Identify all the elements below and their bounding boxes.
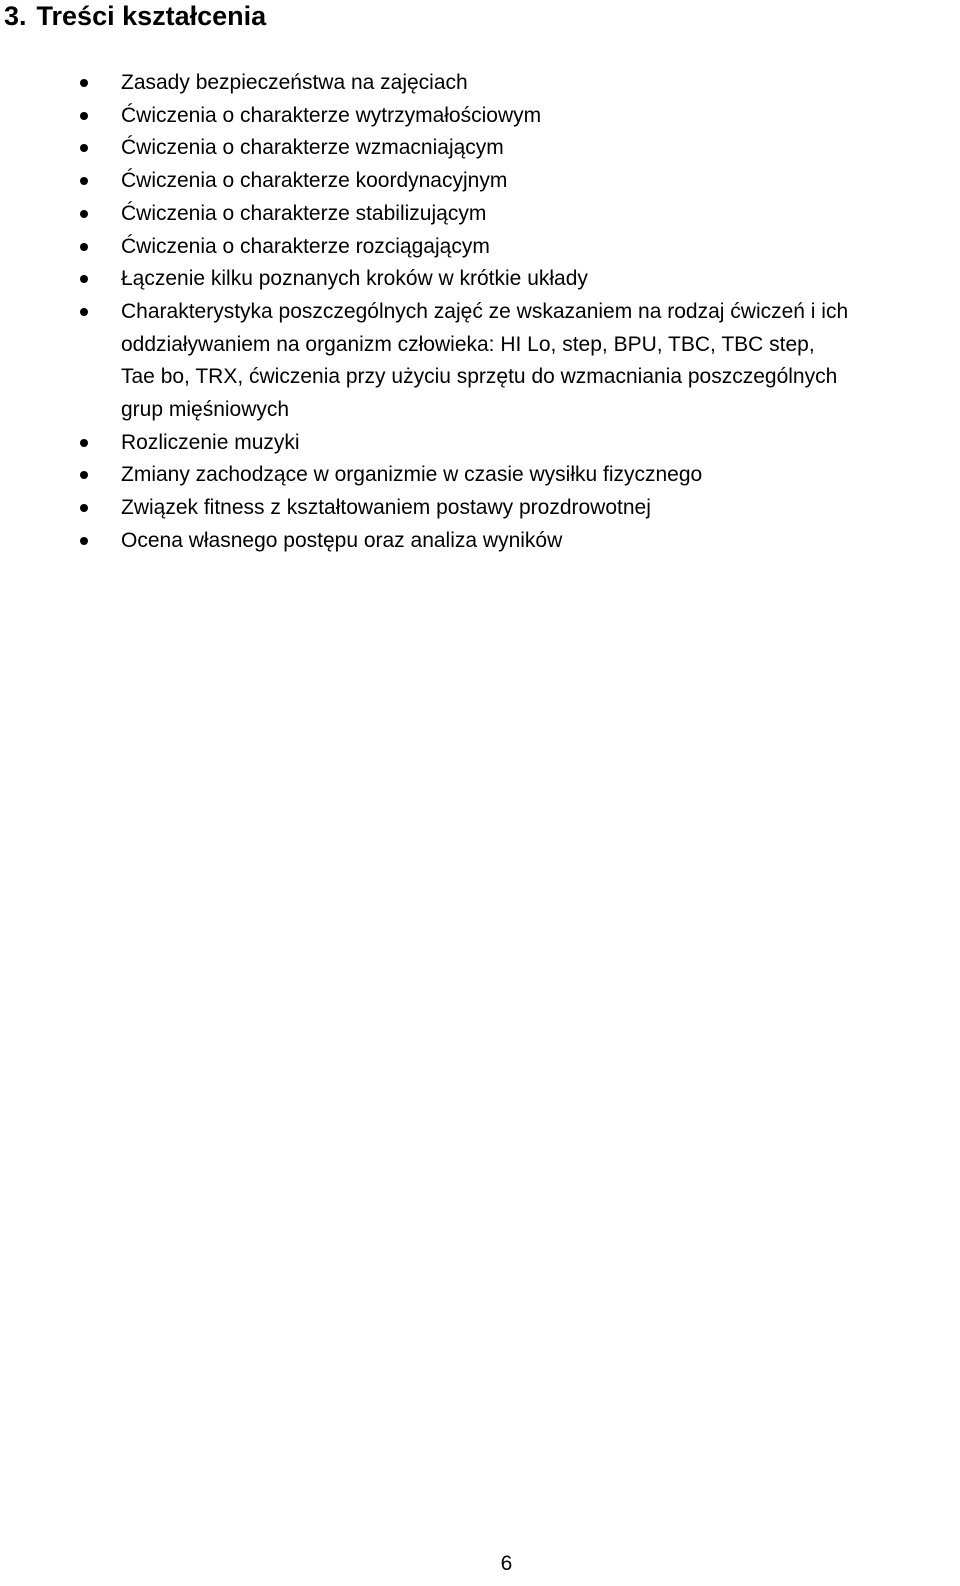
list-item bbox=[0, 165, 960, 198]
course-content-list bbox=[0, 67, 960, 558]
list-item-text: Ćwiczenia o charakterze rozciągającym bbox=[121, 234, 490, 258]
list-item bbox=[0, 263, 960, 296]
list-item bbox=[0, 459, 960, 492]
bullet-icon bbox=[80, 439, 88, 447]
list-item-text: Rozliczenie muzyki bbox=[121, 430, 300, 454]
list-item bbox=[0, 132, 960, 165]
bullet-icon bbox=[80, 112, 88, 120]
page-number-value: 6 bbox=[500, 1552, 513, 1575]
bullet-icon bbox=[80, 308, 88, 316]
list-item-text: Ćwiczenia o charakterze wytrzymałościowym bbox=[121, 103, 542, 127]
list-item bbox=[0, 67, 960, 100]
list-item-text: Ćwiczenia o charakterze wzmacniającym bbox=[121, 136, 504, 160]
page-number bbox=[0, 1552, 960, 1576]
bullet-icon bbox=[80, 144, 88, 152]
list-item bbox=[0, 492, 960, 525]
bullet-icon bbox=[80, 79, 88, 87]
bullet-icon bbox=[80, 537, 88, 545]
list-item-text: Łączenie kilku poznanych kroków w krótkie układy bbox=[121, 267, 588, 291]
list-item-text: Ocena własnego postępu oraz analiza wyników bbox=[121, 528, 563, 552]
bullet-icon bbox=[80, 504, 88, 512]
list-item bbox=[0, 231, 960, 264]
list-item bbox=[0, 525, 960, 558]
list-item-text: Zasady bezpieczeństwa na zajęciach bbox=[121, 71, 468, 94]
list-item-text: Tae bo, TRX, ćwiczenia przy użyciu sprzętu do wzmacniania poszczególnych bbox=[121, 365, 838, 389]
bullet-icon bbox=[80, 177, 88, 185]
bullet-icon bbox=[80, 243, 88, 251]
bullet-icon bbox=[80, 471, 88, 479]
list-item-text: Ćwiczenia o charakterze koordynacyjnym bbox=[121, 169, 508, 193]
section-heading bbox=[4, 0, 266, 32]
section-title: Treści kształcenia bbox=[36, 1, 267, 31]
list-item-text: Zmiany zachodzące w organizmie w czasie wysiłku fizycznego bbox=[121, 463, 703, 487]
bullet-icon bbox=[80, 210, 88, 218]
list-item bbox=[0, 427, 960, 460]
list-item bbox=[0, 198, 960, 231]
list-item bbox=[0, 296, 960, 427]
section-number: 3. bbox=[4, 1, 27, 31]
list-item-text: Ćwiczenia o charakterze stabilizującym bbox=[121, 201, 487, 225]
list-item-text: Charakterystyka poszczególnych zajęć ze wskazaniem na rodzaj ćwiczeń i ich bbox=[121, 299, 849, 323]
list-item-text: grup mięśniowych bbox=[121, 398, 290, 422]
bullet-icon bbox=[80, 275, 88, 283]
list-item-text: Związek fitness z kształtowaniem postawy prozdrowotnej bbox=[121, 496, 651, 520]
list-item-text: oddziaływaniem na organizm człowieka: HI Lo, step, BPU, TBC, TBC step, bbox=[121, 332, 815, 356]
list-item bbox=[0, 100, 960, 133]
